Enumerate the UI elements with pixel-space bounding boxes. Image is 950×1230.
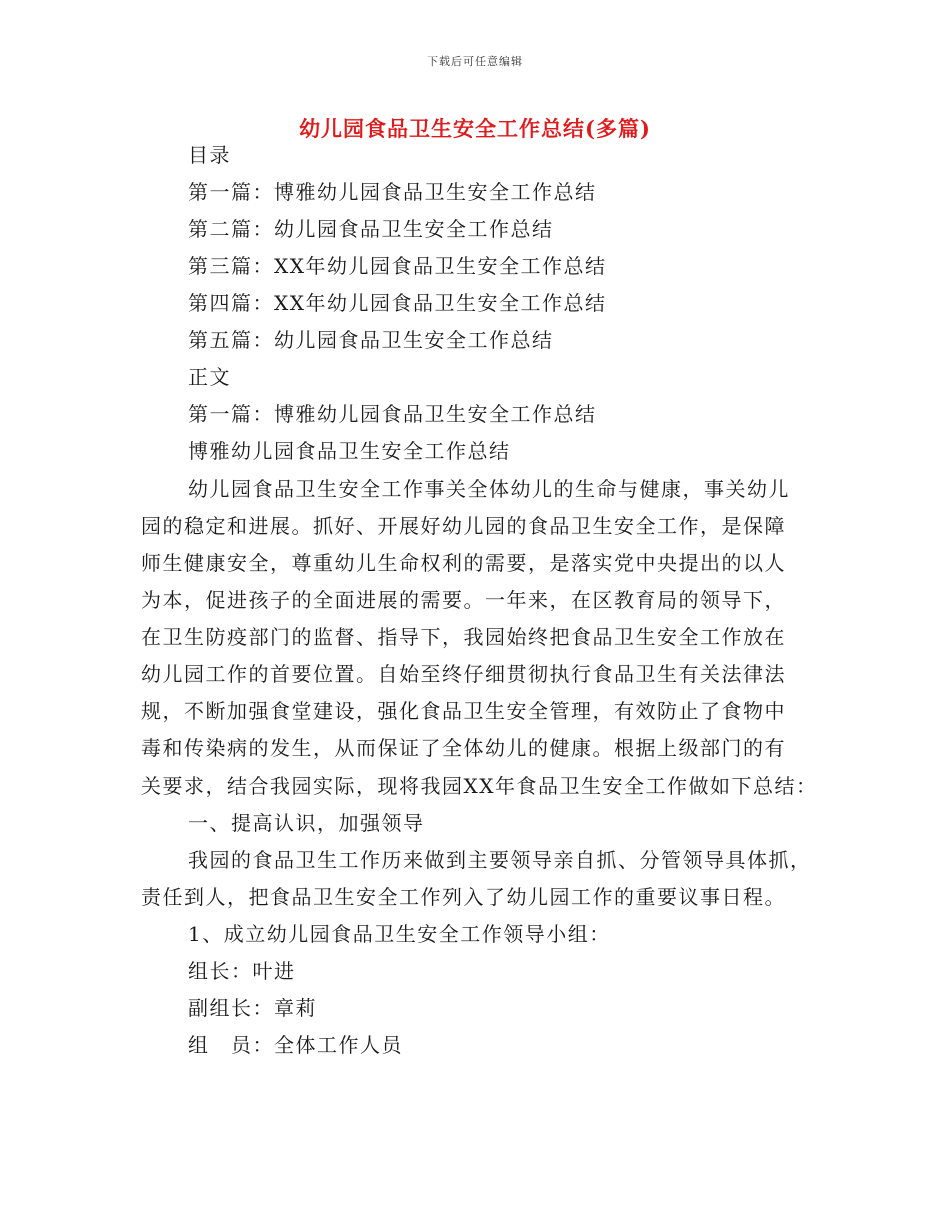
toc-item: 第二篇：幼儿园食品卫生安全工作总结 [188,217,554,241]
paragraph-line: 为本，促进孩子的全面进展的需要。一年来，在区教育局的领导下， [141,588,786,612]
toc-heading: 目录 [188,143,231,167]
toc-item: 第三篇：XX年幼儿园食品卫生安全工作总结 [188,254,607,278]
list-item: 1、成立幼儿园食品卫生安全工作领导小组： [188,922,611,946]
body-heading: 正文 [188,365,231,389]
toc-item: 第一篇：博雅幼儿园食品卫生安全工作总结 [188,180,597,204]
page-header: 下载后可任意编辑 [427,55,523,68]
group-leader: 组长：叶进 [188,959,296,983]
document-title: 幼儿园食品卫生安全工作总结(多篇) [299,116,651,141]
toc-item: 第五篇：幼儿园食品卫生安全工作总结 [188,328,554,352]
section-title: 博雅幼儿园食品卫生安全工作总结 [188,439,511,463]
paragraph-line: 我园的食品卫生工作历来做到主要领导亲自抓、分管领导具体抓， [188,848,812,872]
deputy-leader: 副组长：章莉 [188,996,317,1020]
group-members: 组 员：全体工作人员 [188,1033,403,1057]
paragraph-line: 师生健康安全，尊重幼儿生命权利的需要，是落实党中央提出的以人 [141,551,786,575]
paragraph-line: 关要求，结合我园实际，现将我园XX年食品卫生安全工作做如下总结： [141,774,818,798]
section-heading: 第一篇：博雅幼儿园食品卫生安全工作总结 [188,402,597,426]
paragraph-line: 园的稳定和进展。抓好、开展好幼儿园的食品卫生安全工作，是保障 [141,514,786,538]
paragraph-line: 幼儿园食品卫生安全工作事关全体幼儿的生命与健康，事关幼儿 [188,477,790,501]
toc-item: 第四篇：XX年幼儿园食品卫生安全工作总结 [188,291,607,315]
paragraph-line: 毒和传染病的发生，从而保证了全体幼儿的健康。根据上级部门的有 [141,736,786,760]
point-heading: 一、提高认识，加强领导 [188,811,425,835]
paragraph-line: 在卫生防疫部门的监督、指导下，我园始终把食品卫生安全工作放在 [141,625,786,649]
paragraph-line: 责任到人，把食品卫生安全工作列入了幼儿园工作的重要议事日程。 [141,885,786,909]
paragraph-line: 规，不断加强食堂建设，强化食品卫生安全管理，有效防止了食物中 [141,699,786,723]
paragraph-line: 幼儿园工作的首要位置。自始至终仔细贯彻执行食品卫生有关法律法 [141,662,786,686]
